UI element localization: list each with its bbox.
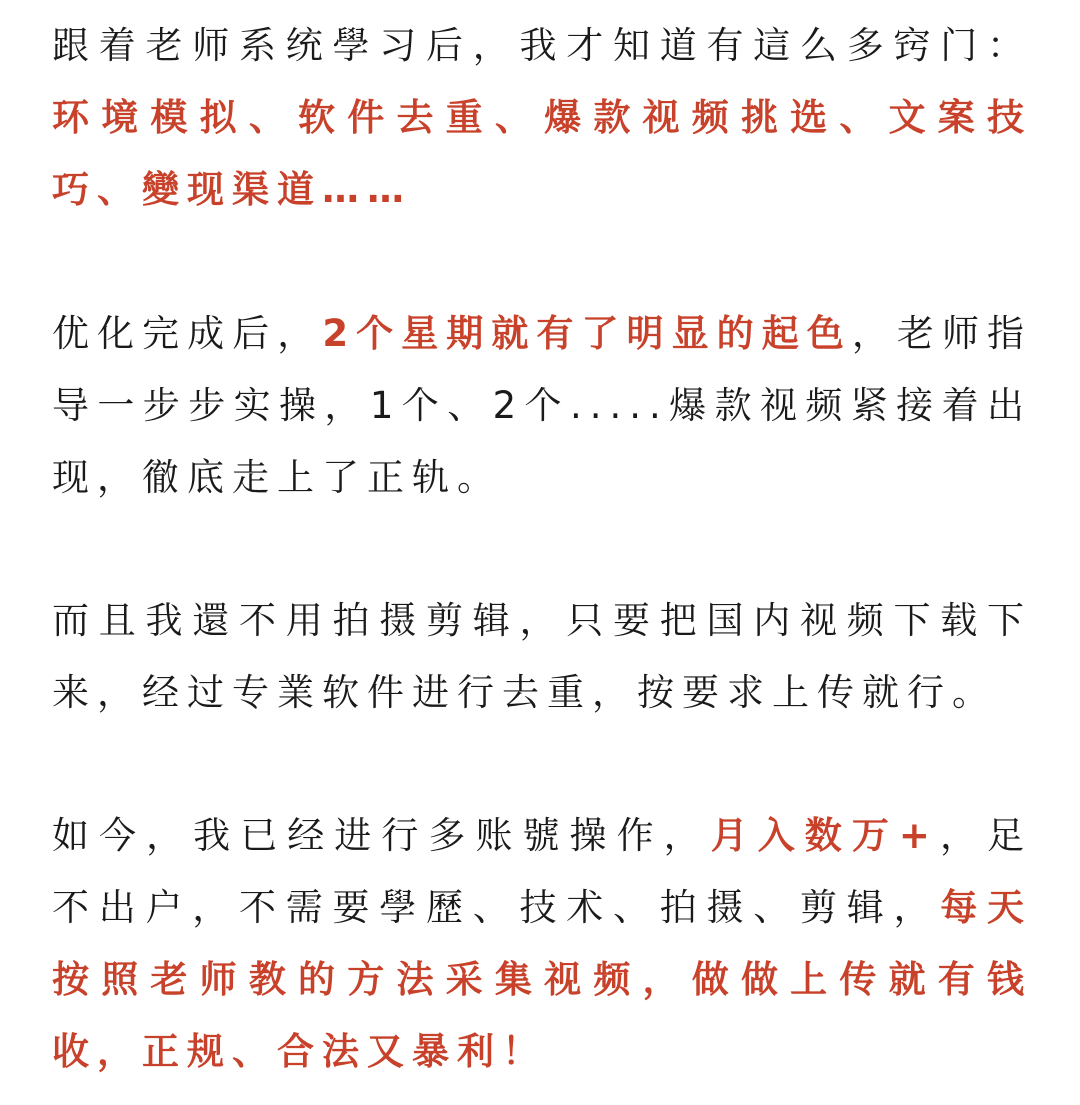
text-segment: 跟着老师系统學习后，我才知道有這么多窍门：	[52, 24, 1032, 67]
highlight-segment: 2个星期就有了明显的起色	[322, 312, 852, 355]
highlight-segment: 环境模拟、软件去重、爆款视频挑选、文案技巧、變现渠道……	[52, 96, 1032, 211]
text-segment: ，足不出户，不需要學歷、技术、拍摄、剪辑，	[52, 814, 1033, 929]
highlight-segment: 月入数万+	[710, 814, 938, 857]
paragraph-income	[52, 800, 1032, 1088]
paragraph-learning	[52, 10, 1032, 226]
text-segment: 优化完成后，	[52, 312, 323, 355]
text-segment: ，老师指导一步步实操，1个、2个.....爆款视频紧接着出现，徹底走上了正轨。	[52, 312, 1033, 499]
text-segment: 而且我還不用拍摄剪辑，只要把国内视频下载下来，经过专業软件进行去重，按要求上传就行。	[52, 599, 1032, 714]
highlight-segment: 每天按照老师教的方法采集视频，做做上传就有钱收，正规、合法又暴利！	[52, 886, 1032, 1073]
paragraph-method	[52, 585, 1032, 729]
paragraph-results	[52, 298, 1032, 514]
text-segment: 如今，我已经进行多账號操作，	[52, 814, 711, 857]
